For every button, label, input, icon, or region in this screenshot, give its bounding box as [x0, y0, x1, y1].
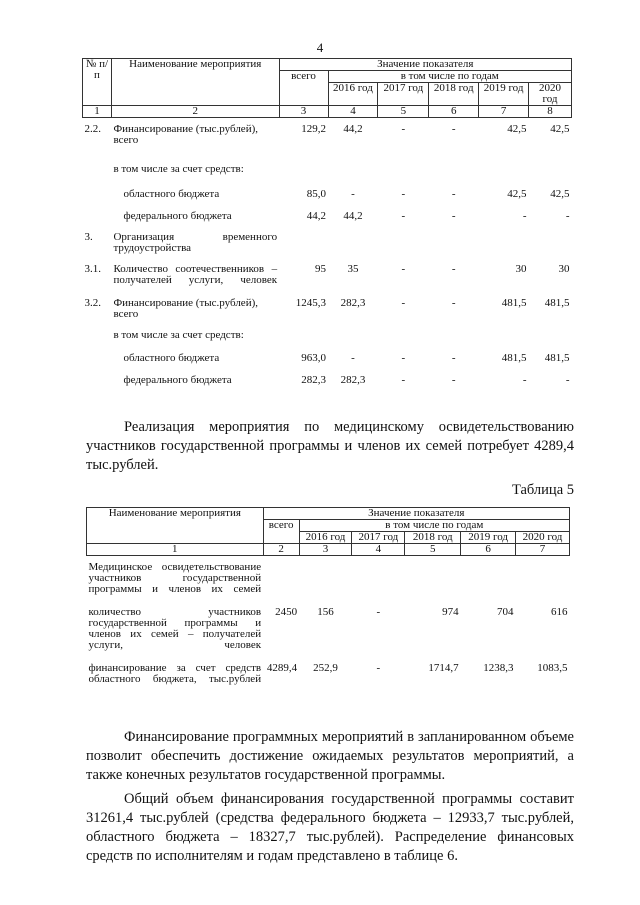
header-value: Значение показателя: [279, 59, 571, 71]
header-year: 2016 год: [328, 83, 378, 106]
cell-value: 481,5: [501, 297, 527, 309]
table-row: [83, 375, 572, 386]
cell-value: -: [451, 188, 456, 200]
cell-value: 42,5: [550, 123, 570, 135]
paragraph-medical-exam: Реализация мероприятия по медицинскому освидетельствованию участников государственной программы и членов их семей потребует 4289,4 тыс.рублей.: [86, 419, 574, 473]
header-year: 2019 год: [479, 83, 529, 106]
table-row: [83, 298, 572, 320]
cell-value: 42,5: [507, 123, 527, 135]
cell-value: 282,3: [340, 374, 366, 386]
cell-value: -: [401, 123, 406, 135]
col-number: 4: [328, 106, 378, 118]
col-number: 1: [87, 544, 264, 556]
paragraph-total-financing: Общий объем финансирования государственной программы составит 31261,4 тыс.рублей (средства федерального бюджета – 12933,7 тыс.рублей, областного бюджета – 18327,7 тыс.рублей). Распределение финансовых средств по исполнителям и годам представлено в таблице 6.: [86, 791, 574, 864]
cell-total: 282,3: [301, 374, 326, 386]
cell-value: -: [401, 297, 406, 309]
col-number: 3: [299, 544, 352, 556]
col-number: 8: [529, 106, 572, 118]
col-number: 1: [83, 106, 112, 118]
cell-total: 1245,3: [295, 297, 326, 309]
row-name: в том числе за счет средств:: [113, 163, 244, 175]
table-row: [83, 189, 572, 200]
col-number: 4: [352, 544, 405, 556]
cell-value: 42,5: [550, 188, 570, 200]
cell-value: 282,3: [340, 297, 366, 309]
row-num: [83, 353, 112, 364]
header-year: 2018 год: [405, 532, 461, 544]
cell-value: 44,2: [343, 123, 363, 135]
cell-value: 252,9: [313, 662, 338, 674]
col-number: 3: [279, 106, 328, 118]
row-num: [83, 164, 112, 175]
cell-value: 481,5: [544, 352, 570, 364]
page-number: 4: [316, 40, 324, 55]
header-by-years: в том числе по годам: [299, 520, 569, 532]
table-row: [83, 232, 572, 254]
row-name: Медицинское освидетельствование участников государственной программы и членов их семей: [88, 561, 262, 595]
cell-value: 44,2: [343, 210, 363, 222]
table-row: [83, 124, 572, 146]
cell-value: 481,5: [544, 297, 570, 309]
header-year: 2020 год: [516, 532, 570, 544]
cell-value: 616: [551, 606, 568, 618]
cell-total: 2450: [275, 606, 298, 618]
cell-total: 44,2: [306, 210, 326, 222]
table-row: [83, 330, 572, 341]
col-number: 7: [479, 106, 529, 118]
table-row: [83, 211, 572, 222]
cell-value: -: [451, 297, 456, 309]
cell-value: 704: [497, 606, 514, 618]
row-num: 2.2.: [84, 123, 101, 135]
cell-value: 481,5: [501, 352, 527, 364]
table-row: [87, 663, 570, 685]
header-by-years: в том числе по годам: [328, 71, 572, 83]
cell-value: -: [565, 374, 570, 386]
row-name: Финансирование (тыс.рублей), всего: [113, 297, 258, 320]
cell-value: -: [451, 263, 456, 275]
row-name: Количество соотечественников – получателей услуги, человек: [113, 263, 278, 286]
row-name: федерального бюджета: [123, 210, 232, 222]
cell-value: -: [401, 352, 406, 364]
cell-value: 1083,5: [537, 662, 568, 674]
table-row: [87, 607, 570, 651]
row-name: федерального бюджета: [123, 374, 232, 386]
cell-value: 42,5: [507, 188, 527, 200]
cell-value: -: [401, 188, 406, 200]
cell-value: -: [451, 352, 456, 364]
cell-value: -: [451, 374, 456, 386]
table-5: [86, 507, 570, 685]
row-num: [83, 211, 112, 222]
header-total: всего: [279, 71, 328, 106]
cell-value: -: [451, 123, 456, 135]
cell-value: -: [401, 210, 406, 222]
cell-value: -: [351, 352, 355, 364]
cell-total: 963,0: [301, 352, 326, 364]
header-year: 2018 год: [429, 83, 479, 106]
col-number: 7: [516, 544, 570, 556]
row-num: [83, 375, 112, 386]
row-name: финансирование за счет средств областного бюджета, тыс.рублей: [88, 662, 262, 685]
table-row: [83, 353, 572, 364]
row-name: в том числе за счет средств:: [113, 329, 244, 341]
header-year: 2016 год: [299, 532, 352, 544]
col-number: 2: [263, 544, 299, 556]
row-name: Финансирование (тыс.рублей), всего: [113, 123, 258, 146]
cell-total: 85,0: [306, 188, 326, 200]
header-year: 2019 год: [461, 532, 516, 544]
row-num: 3.2.: [84, 297, 101, 309]
paragraph-financing-results: Финансирование программных мероприятий в запланированном объеме позволит обеспечить достижение ожидаемых результатов мероприятий, а также конечных результатов государственной программы.: [86, 729, 574, 783]
cell-value: 974: [442, 606, 459, 618]
table-continuation: [82, 58, 572, 386]
row-num: [83, 189, 112, 200]
cell-value: 35: [347, 263, 359, 275]
cell-value: 156: [317, 606, 334, 618]
table-row: [83, 164, 572, 175]
cell-value: -: [376, 662, 381, 674]
header-name: Наименование мероприятия: [111, 59, 279, 106]
header-name: Наименование мероприятия: [87, 508, 264, 544]
col-number: 2: [111, 106, 279, 118]
cell-value: -: [401, 374, 406, 386]
col-number: 6: [461, 544, 516, 556]
row-name: областного бюджета: [123, 352, 220, 364]
cell-value: -: [376, 606, 381, 618]
cell-value: -: [522, 210, 527, 222]
cell-value: 30: [515, 263, 527, 275]
row-num: 3.: [84, 231, 93, 243]
header-total: всего: [263, 520, 299, 544]
table-row: [83, 264, 572, 286]
cell-total: 129,2: [301, 123, 326, 135]
header-value: Значение показателя: [263, 508, 569, 520]
cell-value: 1238,3: [483, 662, 514, 674]
cell-value: 30: [558, 263, 570, 275]
row-num: [83, 330, 112, 341]
cell-value: -: [451, 210, 456, 222]
cell-value: -: [565, 210, 570, 222]
table-row: [87, 562, 570, 595]
row-num: 3.1.: [84, 263, 101, 275]
row-name: Организация временного трудоустройства: [113, 231, 278, 254]
header-year: 2020 год: [529, 83, 572, 106]
row-name: количество участников государственной программы и членов их семей – получателей услуги, человек: [88, 606, 262, 651]
cell-value: -: [401, 263, 406, 275]
header-year: 2017 год: [378, 83, 429, 106]
header-year: 2017 год: [352, 532, 405, 544]
col-number: 5: [378, 106, 429, 118]
row-name: областного бюджета: [123, 188, 220, 200]
header-num: № п/п: [83, 59, 112, 106]
cell-total: 4289,4: [266, 662, 298, 674]
col-number: 5: [405, 544, 461, 556]
cell-value: -: [351, 188, 355, 200]
cell-value: 1714,7: [428, 662, 459, 674]
cell-total: 95: [315, 263, 326, 275]
table5-label: Таблица 5: [511, 482, 574, 498]
col-number: 6: [429, 106, 479, 118]
cell-value: -: [522, 374, 527, 386]
